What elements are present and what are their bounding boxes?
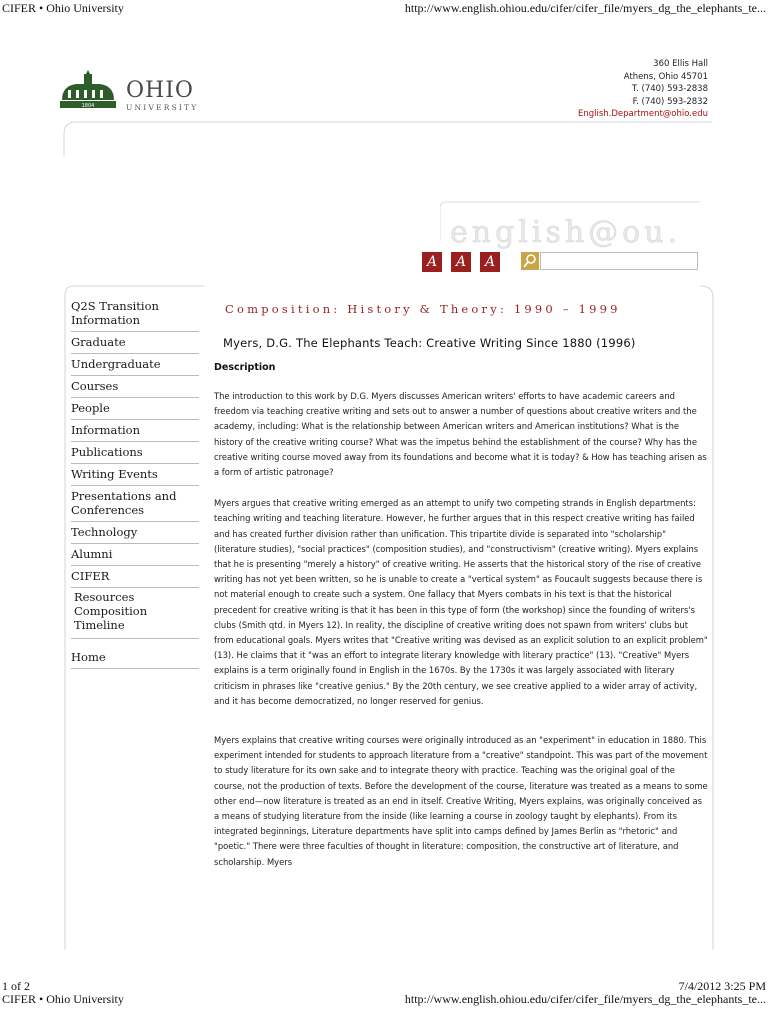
english-at-ou-banner <box>440 200 700 260</box>
sidebar-item-home[interactable]: Home <box>71 647 199 669</box>
section-title: Composition: History & Theory: 1990 – 1999 <box>225 302 621 316</box>
svg-text:1804: 1804 <box>81 103 95 109</box>
sidebar-submenu-cifer <box>71 588 199 639</box>
contact-address: 360 Ellis Hall <box>653 59 708 69</box>
contact-email-link[interactable]: English.Department@ohio.edu <box>577 109 708 119</box>
text-size-medium-button[interactable]: A <box>451 252 471 272</box>
sidebar-item-alumni[interactable]: Alumni <box>71 544 199 566</box>
sidebar-item-undergraduate[interactable]: Undergraduate <box>71 354 199 376</box>
search-input[interactable] <box>540 252 698 270</box>
print-datetime: 7/4/2012 3:25 PM <box>678 979 766 993</box>
sidebar-subitem-composition-timeline[interactable]: Composition Timeline <box>74 604 148 632</box>
print-page-number: 1 of 2 <box>2 979 30 993</box>
svg-text:english@ou.: english@ou. <box>450 215 682 250</box>
paragraph-history: Myers explains that creative writing courses were originally introduced as an "experiment" in education in 1880. This experiment intended for students to approach literature from a "creative" standpoint. This was part of the movement to study literature for its own sake and to integrate theory with practice. Teaching was the original goal of the course, not the production of texts. Before the development of the course, literature was treated as a means to some other end—now literature is treated as an end in itself. Creative Writing, Myers explains, was originally conceived as a means of studying literature from the inside (like learning a course in zoology taught by elephants). From its integrated beginnings, Literature departments have split into camps defined by James Berlin as "rhetoric" and "poetic." There were three faculties of thought in literature: composition, the constructive art of literature, and scholarship. Myers <box>214 735 708 867</box>
contact-phone: T. (740) 593-2838 <box>631 84 708 94</box>
print-header-url: http://www.english.ohiou.edu/cifer/cifer_file/myers_dg_the_elephants_te... <box>404 1 766 15</box>
sidebar-item-writing-events[interactable]: Writing Events <box>71 464 199 486</box>
text-size-small-button[interactable]: A <box>422 252 442 272</box>
logo-ohio: OHIO <box>126 78 194 103</box>
print-footer-title: CIFER • Ohio University <box>2 992 124 1006</box>
sidebar-item-technology[interactable]: Technology <box>71 522 199 544</box>
header-divider <box>62 120 712 156</box>
sidebar-nav <box>71 296 199 669</box>
contact-city: Athens, Ohio 45701 <box>623 71 708 82</box>
contact-fax: F. (740) 593-2832 <box>632 96 708 107</box>
logo-university: UNIVERSITY <box>126 103 199 112</box>
sidebar-item-q2s-transition[interactable]: Q2S Transition Information <box>71 296 199 332</box>
sidebar-item-courses[interactable]: Courses <box>71 376 199 398</box>
sidebar-subitem-resources[interactable]: Resources <box>74 590 135 604</box>
sidebar-item-presentations[interactable]: Presentations and Conferences <box>71 486 199 522</box>
sidebar-item-people[interactable]: People <box>71 398 199 420</box>
main-content <box>214 302 708 870</box>
paragraph-introduction: The introduction to this work by D.G. Myers discusses American writers' efforts to have academic careers and freedom via teaching creative writing and sets out to answer a number of questions about creative writers and the academy, including: What is the relationship between American writers and American institutions? What is the history of the creative writing course? What was the impetus behind the establishment of the course? Why has the creative writing course moved away from its foundations and become what it is today? & How has teaching arisen as a form of artistic patronage? <box>214 391 707 478</box>
print-footer-url: http://www.english.ohiou.edu/cifer/cifer_file/myers_dg_the_elephants_te... <box>404 992 766 1006</box>
contact-block <box>578 58 708 121</box>
sidebar-item-graduate[interactable]: Graduate <box>71 332 199 354</box>
description-heading: Description <box>214 362 276 373</box>
university-wordmark <box>126 80 198 112</box>
sidebar-item-information[interactable]: Information <box>71 420 199 442</box>
page-title: Myers, D.G. The Elephants Teach: Creative Writing Since 1880 (1996) <box>223 336 636 350</box>
print-header-title: CIFER • Ohio University <box>2 1 124 15</box>
paragraph-argument: Myers argues that creative writing emerged as an attempt to unify two competing strands in English departments: teaching writing and teaching literature. However, he further argues that in this respect creative writing has failed and has created further division rather than unification. This tripartite divide is separated into "scholarship" (literature studies), "social practices" (composition studies), and "constructivism" (creative writing). Myers explains that he is presenting "merely a history" of creative writing. He asserts that the historical story of the rise of creative writing has not yet been written, so he is unable to create a "vertical system" as Foucault suggests because there is not material enough to create such a system. One fallacy that Myers combats in his text is that the historical precedent for creative writing is that it has been in this type of form (the workshop) since the founding of writers's clubs (Smith qtd. in Myers 12). In reality, the discipline of creative writing does not spawn from writers' clubs but from educational goals. Myers writes that "Creative writing was devised as an explicit solution to an explicit problem" (13). He claims that it "was an effort to integrate literary knowledge with literary practice" (13). "Creative" Myers explains is a term originally found in English in the 1670s. By the 1730s it was largely associated with literary criticism in phrases like "creative genius." By the 20th century, we see creative applied to a wider array of activity, and it has become democratized, no longer reserved for genius. <box>214 498 708 706</box>
sidebar-item-publications[interactable]: Publications <box>71 442 199 464</box>
search-icon[interactable] <box>521 252 539 270</box>
text-size-large-button[interactable]: A <box>480 252 500 272</box>
sidebar-item-cifer[interactable]: CIFER <box>71 566 199 588</box>
